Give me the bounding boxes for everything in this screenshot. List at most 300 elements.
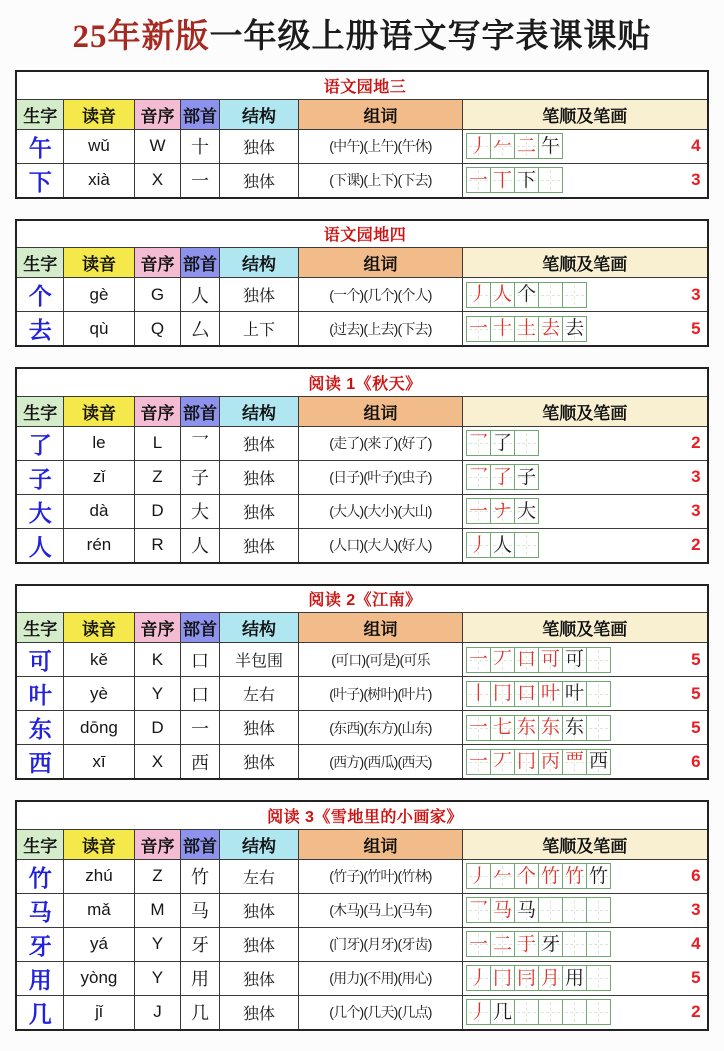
stroke-box	[490, 931, 515, 957]
stroke-count: 4	[691, 136, 701, 155]
stroke-count: 6	[691, 751, 701, 771]
stroke-order-strip	[466, 464, 701, 490]
stroke-box	[514, 931, 539, 957]
stroke-glyph: 一	[468, 500, 488, 522]
strokes-cell	[462, 643, 707, 677]
stroke-box	[562, 897, 587, 923]
pinyin-cell: dōng	[63, 711, 134, 745]
stroke-glyph: 马	[492, 899, 512, 921]
col-header-2: 音序	[134, 396, 180, 426]
stroke-count: 2	[691, 433, 701, 452]
stroke-glyph: 可	[540, 649, 560, 670]
stroke-order-strip	[466, 999, 701, 1025]
stroke-box	[538, 863, 563, 889]
stroke-box	[514, 532, 539, 558]
pinyin-cell: zǐ	[63, 460, 134, 494]
col-header-4: 结构	[219, 396, 298, 426]
stroke-order-strip	[466, 931, 701, 957]
stroke-box	[562, 647, 587, 673]
stroke-order-strip	[466, 282, 701, 308]
stroke-box	[490, 464, 515, 490]
stroke-box	[538, 167, 563, 193]
stroke-glyph: 冂	[492, 683, 512, 704]
stroke-count: 2	[691, 1002, 701, 1021]
stroke-glyph: 人	[492, 284, 512, 305]
stroke-glyph: 口	[516, 649, 536, 670]
header-row	[16, 248, 707, 278]
col-header-2: 音序	[134, 829, 180, 859]
strokes-cell	[462, 745, 707, 780]
stroke-count: 5	[691, 717, 701, 737]
strokes-cell	[462, 893, 707, 927]
stroke-glyph: 子	[516, 466, 536, 488]
stroke-glyph: 二	[516, 135, 536, 157]
pinyin-cell: yá	[63, 927, 134, 961]
stroke-glyph: 月	[540, 967, 560, 989]
section-row	[16, 801, 707, 829]
structure-cell: 独体	[219, 961, 298, 995]
stroke-box	[490, 133, 515, 159]
stroke-glyph: 了	[492, 466, 512, 488]
stroke-glyph: 冃	[516, 967, 536, 989]
stroke-glyph: 东	[540, 717, 560, 738]
initial-cell: W	[134, 129, 180, 163]
stroke-box	[466, 647, 491, 673]
initial-cell: X	[134, 163, 180, 198]
radical-cell: 一	[180, 711, 219, 745]
stroke-box	[466, 863, 491, 889]
initial-cell: Y	[134, 677, 180, 711]
stroke-box	[490, 498, 515, 524]
words-cell: (东西)(东方)(山东)	[298, 711, 462, 745]
char-cell: 下	[16, 163, 63, 198]
section-title: 阅读 2《江南》	[16, 585, 707, 613]
radical-cell: 西	[180, 745, 219, 780]
words-cell: (用力)(不用)(用心)	[298, 961, 462, 995]
stroke-glyph: 乛	[468, 466, 488, 488]
stroke-glyph: 丿	[468, 967, 488, 989]
stroke-box	[538, 715, 563, 741]
stroke-box	[538, 316, 563, 342]
section-row	[16, 71, 707, 99]
col-header-1: 读音	[63, 99, 134, 129]
stroke-order-strip	[466, 647, 701, 673]
char-cell: 个	[16, 278, 63, 312]
stroke-count: 3	[691, 467, 701, 486]
words-cell: (木马)(马上)(马车)	[298, 893, 462, 927]
stroke-glyph: 二	[492, 933, 512, 955]
stroke-count: 5	[691, 968, 701, 987]
table-row	[16, 961, 707, 995]
stroke-order-strip	[466, 749, 701, 775]
stroke-box	[514, 715, 539, 741]
structure-cell: 独体	[219, 528, 298, 563]
stroke-glyph: 𠂉	[492, 865, 512, 887]
stroke-glyph: 丿	[468, 865, 488, 887]
stroke-glyph: 一	[468, 649, 488, 670]
stroke-count: 3	[691, 170, 701, 189]
stroke-box	[562, 282, 587, 308]
stroke-glyph: 大	[516, 500, 536, 522]
stroke-glyph: 马	[516, 899, 536, 921]
table-row	[16, 859, 707, 893]
strokes-cell	[462, 278, 707, 312]
stroke-glyph: 东	[516, 717, 536, 738]
col-header-3: 部首	[180, 613, 219, 643]
stroke-glyph: 乛	[468, 899, 488, 921]
stroke-order-strip	[466, 532, 701, 558]
col-header-5: 组词	[298, 829, 462, 859]
table-row	[16, 129, 707, 163]
stroke-order-strip	[466, 681, 701, 707]
initial-cell: Q	[134, 312, 180, 347]
strokes-cell	[462, 961, 707, 995]
col-header-5: 组词	[298, 396, 462, 426]
table-row	[16, 995, 707, 1030]
structure-cell: 独体	[219, 426, 298, 460]
stroke-glyph: 七	[492, 717, 512, 738]
col-header-0: 生字	[16, 613, 63, 643]
strokes-cell	[462, 494, 707, 528]
strokes-cell	[462, 312, 707, 347]
col-header-1: 读音	[63, 829, 134, 859]
stroke-box	[538, 647, 563, 673]
stroke-glyph: 午	[540, 135, 560, 157]
char-cell: 用	[16, 961, 63, 995]
pinyin-cell: xī	[63, 745, 134, 780]
char-cell: 几	[16, 995, 63, 1030]
char-cell: 人	[16, 528, 63, 563]
header-row	[16, 99, 707, 129]
stroke-order-strip	[466, 316, 701, 342]
stroke-box	[514, 464, 539, 490]
stroke-glyph: 土	[516, 318, 536, 339]
table-row	[16, 278, 707, 312]
radical-cell: 子	[180, 460, 219, 494]
stroke-glyph: 丿	[468, 534, 488, 556]
char-cell: 竹	[16, 859, 63, 893]
words-cell: (可口)(可是)(可乐	[298, 643, 462, 677]
char-cell: 去	[16, 312, 63, 347]
stroke-count: 5	[691, 683, 701, 703]
char-cell: 叶	[16, 677, 63, 711]
col-header-2: 音序	[134, 613, 180, 643]
stroke-box	[466, 282, 491, 308]
section-title: 阅读 1《秋天》	[16, 368, 707, 396]
stroke-box	[514, 282, 539, 308]
strokes-cell	[462, 528, 707, 563]
stroke-box	[490, 316, 515, 342]
title-accent: 25年新版	[72, 19, 210, 55]
words-cell: (竹子)(竹叶)(竹林)	[298, 859, 462, 893]
stroke-box	[562, 931, 587, 957]
stroke-box	[586, 965, 611, 991]
initial-cell: D	[134, 494, 180, 528]
stroke-box	[514, 498, 539, 524]
stroke-glyph: 于	[516, 933, 536, 955]
words-cell: (过去)(上去)(下去)	[298, 312, 462, 347]
words-cell: (中午)(上午)(午休)	[298, 129, 462, 163]
stroke-glyph: 乛	[468, 432, 488, 454]
tables-area	[0, 70, 724, 1031]
stroke-glyph: 去	[540, 318, 560, 339]
col-header-5: 组词	[298, 248, 462, 278]
radical-cell: 用	[180, 961, 219, 995]
stroke-box	[466, 167, 491, 193]
strokes-cell	[462, 927, 707, 961]
table-row	[16, 494, 707, 528]
stroke-box	[514, 897, 539, 923]
stroke-glyph: 𠂉	[492, 135, 512, 157]
pinyin-cell: wǔ	[63, 129, 134, 163]
pinyin-cell: mǎ	[63, 893, 134, 927]
radical-cell: 一	[180, 163, 219, 198]
structure-cell: 独体	[219, 278, 298, 312]
col-header-1: 读音	[63, 248, 134, 278]
initial-cell: Z	[134, 859, 180, 893]
strokes-cell	[462, 859, 707, 893]
initial-cell: Y	[134, 961, 180, 995]
col-header-0: 生字	[16, 99, 63, 129]
stroke-box	[586, 897, 611, 923]
col-header-1: 读音	[63, 396, 134, 426]
section-title: 阅读 3《雪地里的小画家》	[16, 801, 707, 829]
pinyin-cell: kě	[63, 643, 134, 677]
radical-cell: 口	[180, 643, 219, 677]
section-title: 语文园地三	[16, 71, 707, 99]
section-row	[16, 585, 707, 613]
stroke-box	[562, 715, 587, 741]
pinyin-cell: yòng	[63, 961, 134, 995]
stroke-count: 3	[691, 501, 701, 520]
stroke-count: 4	[691, 934, 701, 953]
stroke-glyph: 用	[564, 967, 584, 989]
stroke-box	[466, 897, 491, 923]
strokes-cell	[462, 129, 707, 163]
stroke-order-strip	[466, 167, 701, 193]
stroke-box	[466, 532, 491, 558]
pinyin-cell: zhú	[63, 859, 134, 893]
table-row	[16, 643, 707, 677]
stroke-box	[538, 133, 563, 159]
strokes-cell	[462, 460, 707, 494]
structure-cell: 独体	[219, 995, 298, 1030]
stroke-glyph: 覀	[564, 751, 584, 772]
stroke-glyph: 冂	[516, 751, 536, 772]
char-cell: 牙	[16, 927, 63, 961]
stroke-box	[562, 999, 587, 1025]
stroke-box	[466, 464, 491, 490]
stroke-glyph: 个	[516, 865, 536, 887]
col-header-6: 笔顺及笔画	[462, 396, 707, 426]
stroke-glyph: 丆	[492, 649, 512, 670]
col-header-5: 组词	[298, 613, 462, 643]
words-cell: (门牙)(月牙)(牙齿)	[298, 927, 462, 961]
table-row	[16, 460, 707, 494]
stroke-box	[562, 316, 587, 342]
stroke-box	[466, 430, 491, 456]
initial-cell: D	[134, 711, 180, 745]
strokes-cell	[462, 163, 707, 198]
stroke-box	[466, 498, 491, 524]
radical-cell: 乛	[180, 426, 219, 460]
strokes-cell	[462, 995, 707, 1030]
structure-cell: 独体	[219, 927, 298, 961]
stroke-glyph: 一	[468, 717, 488, 738]
structure-cell: 独体	[219, 745, 298, 780]
words-cell: (西方)(西瓜)(西天)	[298, 745, 462, 780]
col-header-1: 读音	[63, 613, 134, 643]
stroke-box	[466, 681, 491, 707]
stroke-glyph: 叶	[564, 683, 584, 704]
lesson-table	[15, 367, 708, 564]
stroke-box	[490, 681, 515, 707]
stroke-glyph: 可	[564, 649, 584, 670]
lesson-table	[15, 584, 708, 781]
stroke-box	[514, 965, 539, 991]
stroke-box	[514, 430, 539, 456]
stroke-box	[490, 282, 515, 308]
stroke-glyph: 竹	[564, 865, 584, 887]
col-header-2: 音序	[134, 248, 180, 278]
stroke-glyph: 人	[492, 534, 512, 556]
structure-cell: 独体	[219, 494, 298, 528]
stroke-box	[490, 999, 515, 1025]
stroke-glyph: 下	[516, 169, 536, 191]
char-cell: 了	[16, 426, 63, 460]
stroke-box	[538, 749, 563, 775]
stroke-glyph: 口	[516, 683, 536, 704]
stroke-box	[586, 715, 611, 741]
stroke-box	[490, 965, 515, 991]
stroke-box	[466, 715, 491, 741]
words-cell: (走了)(来了)(好了)	[298, 426, 462, 460]
stroke-glyph: 牙	[540, 933, 560, 955]
col-header-4: 结构	[219, 99, 298, 129]
table-row	[16, 927, 707, 961]
stroke-count: 6	[691, 866, 701, 885]
col-header-0: 生字	[16, 396, 63, 426]
initial-cell: R	[134, 528, 180, 563]
structure-cell: 独体	[219, 460, 298, 494]
radical-cell: 厶	[180, 312, 219, 347]
section-row	[16, 368, 707, 396]
stroke-glyph: 丙	[540, 751, 560, 772]
stroke-box	[466, 316, 491, 342]
words-cell: (下课)(上下)(下去)	[298, 163, 462, 198]
col-header-4: 结构	[219, 613, 298, 643]
stroke-box	[514, 681, 539, 707]
words-cell: (人口)(大人)(好人)	[298, 528, 462, 563]
structure-cell: 左右	[219, 677, 298, 711]
col-header-6: 笔顺及笔画	[462, 248, 707, 278]
stroke-box	[514, 647, 539, 673]
stroke-box	[538, 681, 563, 707]
initial-cell: G	[134, 278, 180, 312]
stroke-glyph: 丅	[492, 169, 512, 191]
radical-cell: 大	[180, 494, 219, 528]
structure-cell: 上下	[219, 312, 298, 347]
words-cell: (叶子)(树叶)(叶片)	[298, 677, 462, 711]
stroke-glyph: 十	[492, 318, 512, 339]
radical-cell: 十	[180, 129, 219, 163]
stroke-count: 5	[691, 318, 701, 338]
table-row	[16, 745, 707, 780]
stroke-glyph: 竹	[540, 865, 560, 887]
radical-cell: 口	[180, 677, 219, 711]
stroke-box	[538, 897, 563, 923]
stroke-order-strip	[466, 965, 701, 991]
initial-cell: L	[134, 426, 180, 460]
stroke-glyph: 几	[492, 1001, 512, 1023]
stroke-glyph: 丆	[492, 751, 512, 772]
pinyin-cell: rén	[63, 528, 134, 563]
col-header-3: 部首	[180, 248, 219, 278]
stroke-glyph: ナ	[492, 500, 512, 522]
table-row	[16, 426, 707, 460]
char-cell: 东	[16, 711, 63, 745]
stroke-box	[514, 999, 539, 1025]
table-row	[16, 312, 707, 347]
lesson-table	[15, 70, 708, 199]
col-header-3: 部首	[180, 99, 219, 129]
words-cell: (几个)(几天)(几点)	[298, 995, 462, 1030]
stroke-box	[466, 999, 491, 1025]
stroke-glyph: 冂	[492, 967, 512, 989]
stroke-box	[490, 430, 515, 456]
stroke-glyph: 一	[468, 933, 488, 955]
stroke-glyph: 个	[516, 284, 536, 305]
radical-cell: 几	[180, 995, 219, 1030]
col-header-6: 笔顺及笔画	[462, 829, 707, 859]
page-title	[0, 10, 724, 57]
col-header-6: 笔顺及笔画	[462, 99, 707, 129]
col-header-2: 音序	[134, 99, 180, 129]
pinyin-cell: le	[63, 426, 134, 460]
stroke-box	[586, 749, 611, 775]
stroke-box	[538, 931, 563, 957]
lesson-table	[15, 800, 708, 1031]
char-cell: 子	[16, 460, 63, 494]
radical-cell: 竹	[180, 859, 219, 893]
initial-cell: K	[134, 643, 180, 677]
pinyin-cell: dà	[63, 494, 134, 528]
stroke-order-strip	[466, 498, 701, 524]
char-cell: 马	[16, 893, 63, 927]
structure-cell: 独体	[219, 163, 298, 198]
strokes-cell	[462, 426, 707, 460]
structure-cell: 独体	[219, 129, 298, 163]
initial-cell: Z	[134, 460, 180, 494]
stroke-box	[490, 647, 515, 673]
stroke-box	[490, 863, 515, 889]
table-row	[16, 163, 707, 198]
words-cell: (日子)(叶子)(虫子)	[298, 460, 462, 494]
stroke-glyph: 西	[588, 751, 608, 772]
table-row	[16, 711, 707, 745]
strokes-cell	[462, 677, 707, 711]
title-main: 一年级上册语文写字表课课贴	[209, 19, 652, 55]
lesson-table	[15, 219, 708, 348]
stroke-glyph: 东	[564, 717, 584, 738]
stroke-box	[538, 965, 563, 991]
radical-cell: 牙	[180, 927, 219, 961]
stroke-glyph: 丿	[468, 284, 488, 305]
structure-cell: 独体	[219, 711, 298, 745]
col-header-3: 部首	[180, 829, 219, 859]
stroke-glyph: 去	[564, 318, 584, 339]
strokes-cell	[462, 711, 707, 745]
